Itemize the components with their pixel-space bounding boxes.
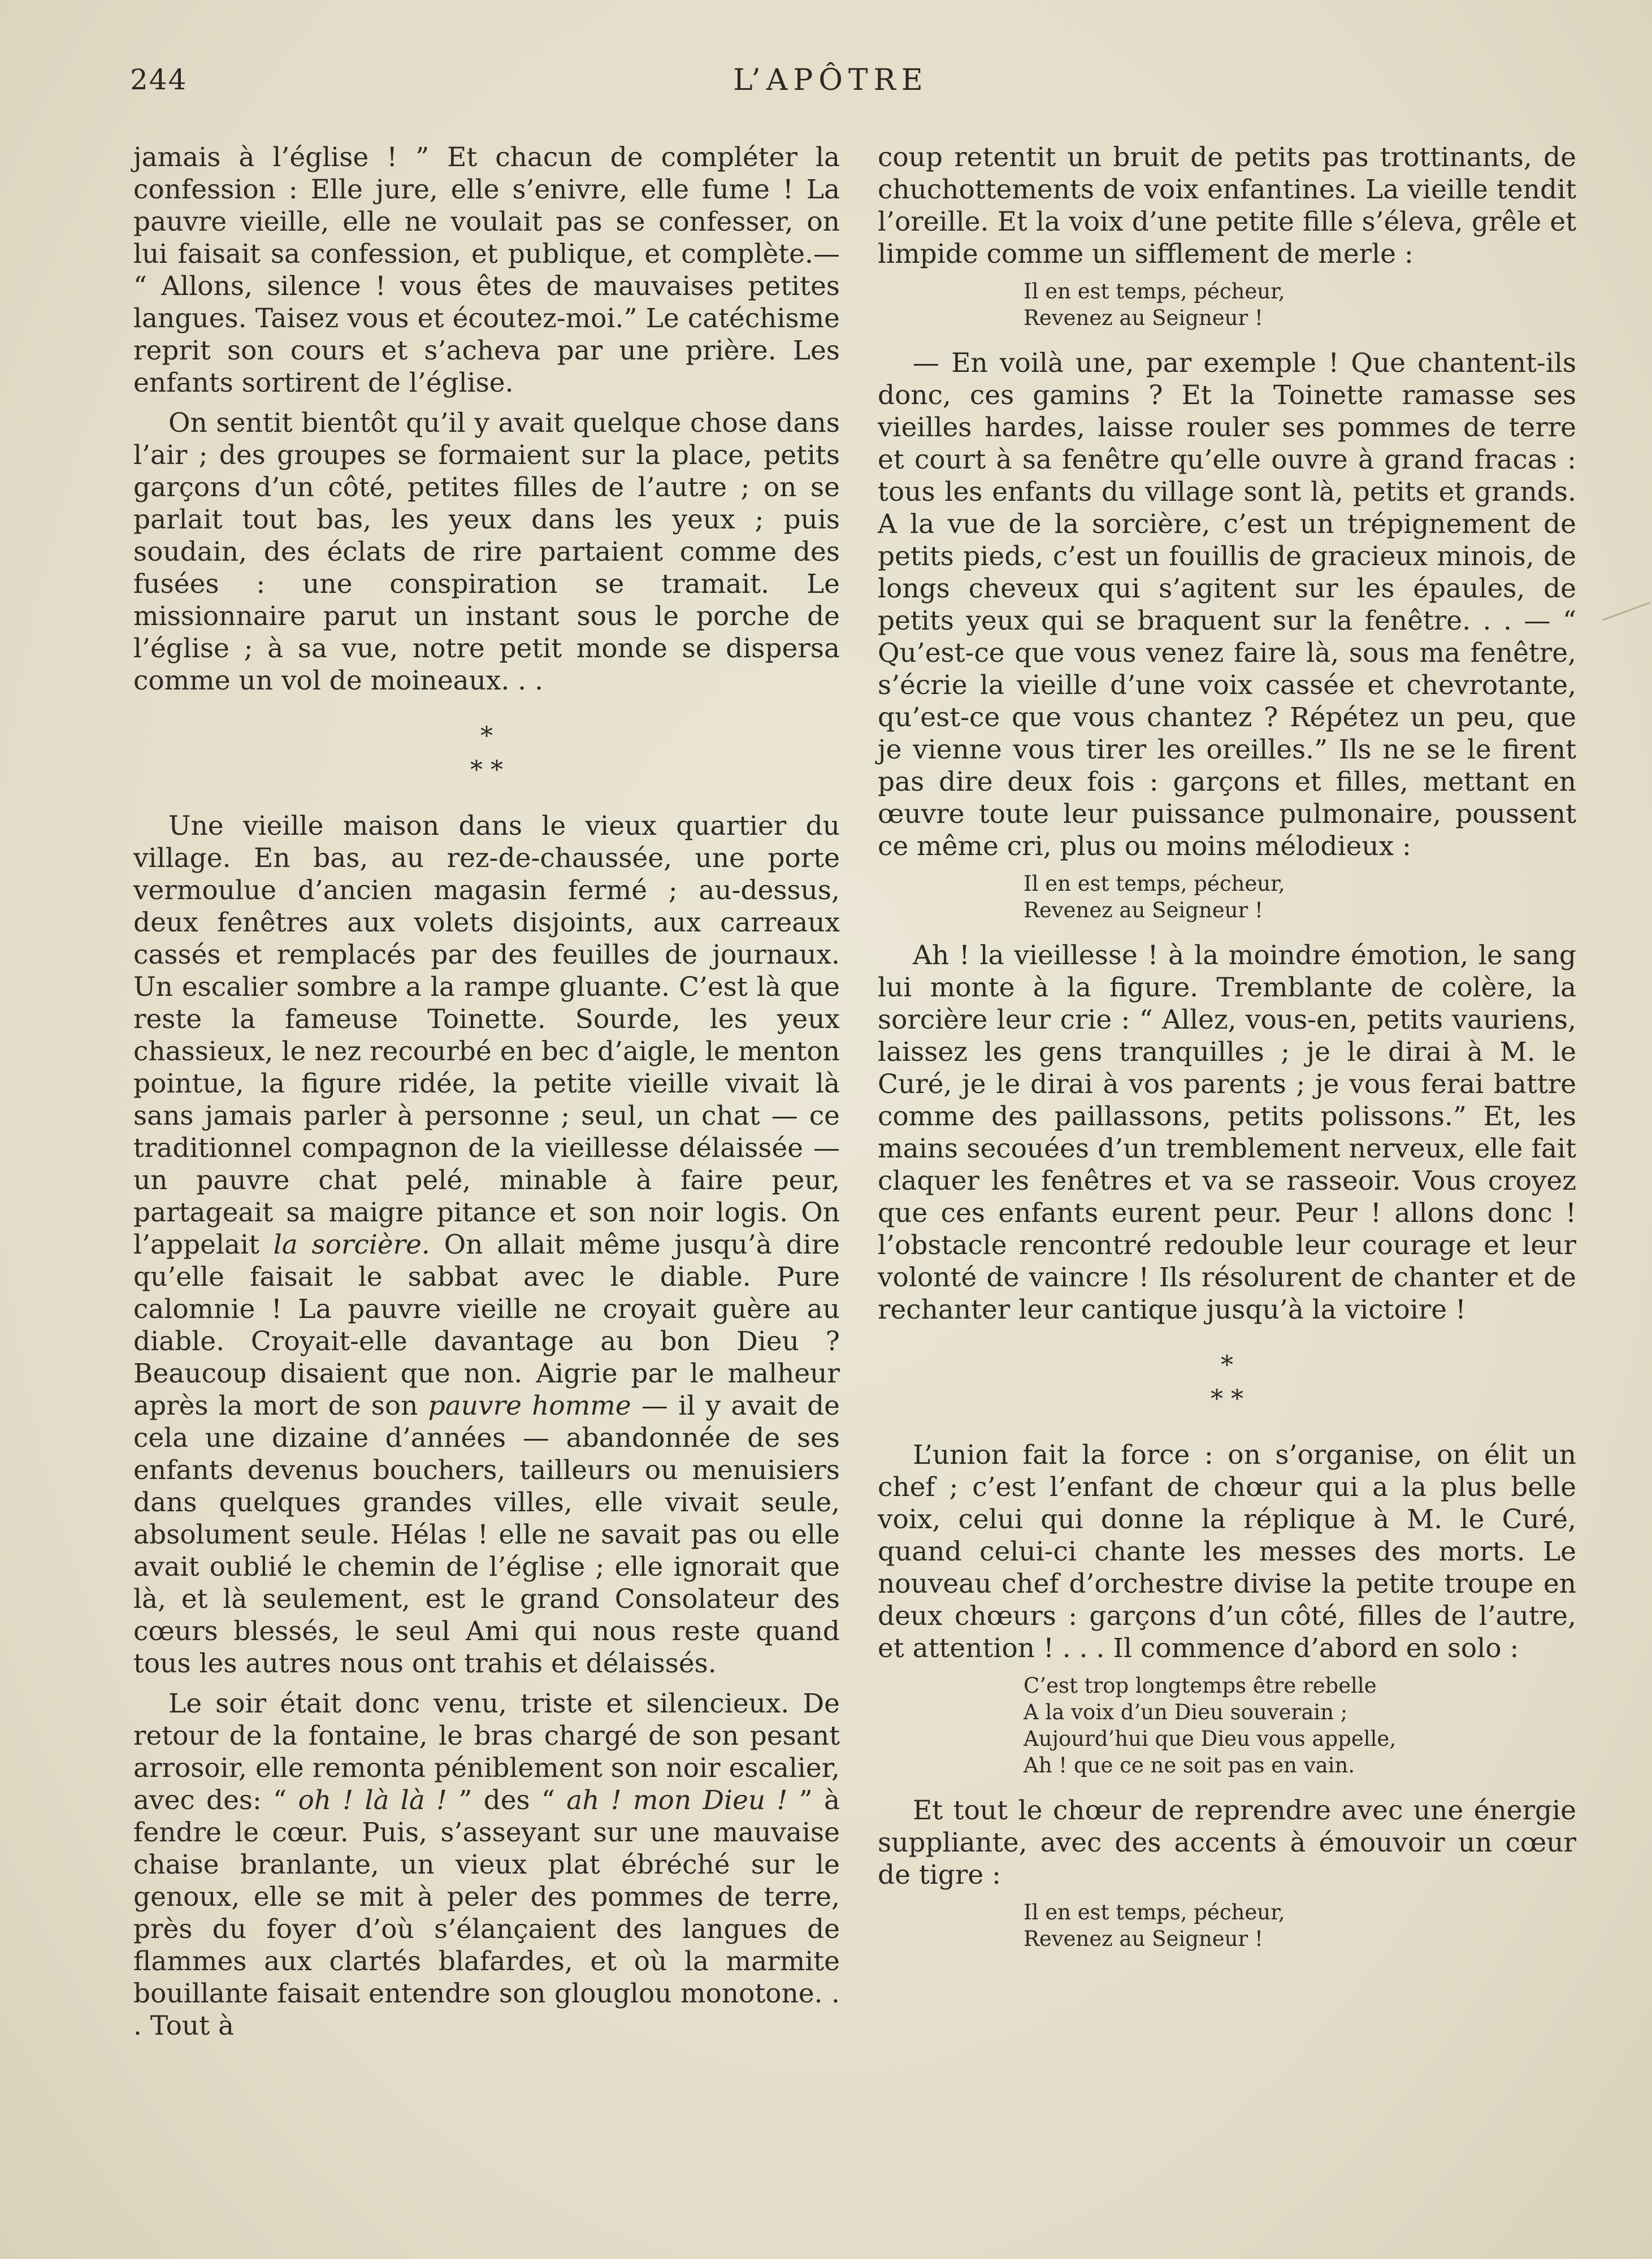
paragraph: Le soir était donc venu, triste et silencieux. De retour de la fontaine, le bras chargé de son pesant arrosoir, elle remonta péniblement son noir escalier, avec des: “ oh ! là là ! ” des “ ah ! mon Dieu ! ” à fendre le cœur. Puis, s’asseyant sur une mauvaise chaise branlante, un vieux plat ébréché sur le genoux, elle se mit à peler des pommes de terre, près du foyer d’où s’élançaient des langues de flammes aux clartés blafardes, et où la marmite bouillante faisait entendre son glouglou monotone. . . Tout à: [133, 1688, 840, 2041]
verse-line: Revenez au Seigneur !: [1024, 306, 1263, 330]
section-break-stars: * *: [1211, 1385, 1243, 1413]
verse-line: Il en est temps, pécheur,: [1024, 871, 1285, 896]
paragraph: coup retentit un bruit de petits pas trottinants, de chuchottements de voix enfantines. La vieille tendit l’oreille. Et la voix d’une petite fille s’éleva, grêle et limpide comme un sifflement de merle :: [878, 142, 1576, 270]
section-break-star: *: [1221, 1351, 1233, 1380]
verse: [1024, 1672, 1576, 1779]
paragraph: Ah ! la vieillesse ! à la moindre émotion, le sang lui monte à la figure. Tremblante de colère, la sorcière leur crie : “ Allez, vous-en, petits vauriens, laissez les gens tranquilles ; je le dirai à M. le Curé, je le dirai à vos parents ; je vous ferai battre comme des paillassons, petits polissons.” Et, les mains secouées d’un tremblement nerveux, elle fait claquer les fenêtres et va se rasseoir. Vous croyez que ces enfants eurent peur. Peur ! allons donc ! l’obstacle rencontré redouble leur courage et leur volonté de vaincre ! Ils résolurent de chanter et de rechanter leur cantique jusqu’à la victoire !: [878, 940, 1576, 1325]
page-edge-mark: [1602, 602, 1651, 621]
verse-line: C’est trop longtemps être rebelle: [1024, 1673, 1377, 1698]
verse-line: Il en est temps, pécheur,: [1024, 279, 1285, 303]
paragraph: On sentit bientôt qu’il y avait quelque chose dans l’air ; des groupes se formaient sur la place, petits garçons d’un côté, petites filles de l’autre ; on se parlait tout bas, les yeux dans les yeux ; puis soudain, des éclats de rire partaient comme des fusées : une conspiration se tramait. Le missionnaire parut un instant sous le porche de l’église ; à sa vue, notre petit monde se dispersa comme un vol de moineaux. . .: [133, 407, 840, 696]
right-column: [878, 141, 1576, 1968]
verse: [1024, 870, 1576, 923]
paragraph: Une vieille maison dans le vieux quartier du village. En bas, au rez-de-chaussée, une porte vermoulue d’ancien magasin fermé ; au-dessus, deux fenêtres aux volets disjoints, aux carreaux cassés et remplacés par des feuilles de journaux. Un escalier sombre a la rampe gluante. C’est là que reste la fameuse Toinette. Sourde, les yeux chassieux, le nez recourbé en bec d’aigle, le menton pointue, la figure ridée, la petite vieille vivait là sans jamais parler à personne ; seul, un chat — ce traditionnel compagnon de la vieillesse délaissée — un pauvre chat pelé, minable à faire peur, partageait sa maigre pitance et son noir logis. On l’appelait la sorcière. On allait même jusqu’à dire qu’elle faisait le sabbat avec le diable. Pure calomnie ! La pauvre vieille ne croyait guère au diable. Croyait-elle davantage au bon Dieu ? Beaucoup disaient que non. Aigrie par le malheur après la mort de son pauvre homme — il y avait de cela une dizaine d’années — abandonnée de ses enfants devenus bouchers, tailleurs ou menuisiers dans quelques grandes villes, elle vivait seule, absolument seule. Hélas ! elle ne savait pas ou elle avait oublié le chemin de l’église ; elle ignorait que là, et là seulement, est le grand Consolateur des cœurs blessés, le seul Ami qui nous reste quand tous les autres nous ont trahis et délaissés.: [133, 810, 840, 1679]
paragraph: Et tout le chœur de reprendre avec une énergie suppliante, avec des accents à émouvoir un cœur de tigre :: [878, 1795, 1576, 1891]
page-header: [130, 63, 1532, 103]
verse-line: Il en est temps, pécheur,: [1024, 1900, 1285, 1924]
running-title: L’APÔTRE: [733, 63, 929, 97]
verse-line: Ah ! que ce ne soit pas en vain.: [1024, 1753, 1355, 1777]
paragraph: jamais à l’église ! ” Et chacun de compléter la confession : Elle jure, elle s’enivre, elle fume ! La pauvre vieille, elle ne voulait pas se confesser, on lui faisait sa confession, et publique, et complète.— “ Allons, silence ! vous êtes de mauvaises petites langues. Taisez vous et écoutez-moi.” Le catéchisme reprit son cours et s’acheva par une prière. Les enfants sortirent de l’église.: [133, 142, 840, 398]
verse-line: A la voix d’un Dieu souverain ;: [1024, 1700, 1348, 1724]
paragraph: — En voilà une, par exemple ! Que chantent-ils donc, ces gamins ? Et la Toinette ramasse ses vieilles hardes, laisse rouler ses pommes de terre et court à sa fenêtre qu’elle ouvre à grand fracas : tous les enfants du village sont là, petits et grands. A la vue de la sorcière, c’est un trépignement de petits pieds, c’est un fouillis de gracieux minois, de longs cheveux qui s’agitent sur les épaules, de petits yeux qui se braquent sur la fenêtre. . . — “ Qu’est-ce que vous venez faire là, sous ma fenêtre, s’écrie la vieille d’une voix cassée et chevrotante, qu’est-ce que vous chantez ? Répétez un peu, que je vienne vous tirer les oreilles.” Ils ne se le firent pas dire deux fois : garçons et filles, mettant en œuvre toute leur puissance pulmonaire, poussent ce même cri, plus ou moins mélodieux :: [878, 348, 1576, 862]
verse-line: Revenez au Seigneur !: [1024, 898, 1263, 922]
section-break-star: *: [480, 722, 493, 751]
page-number: 244: [130, 63, 188, 96]
section-break-stars: * *: [470, 756, 503, 784]
verse: [1024, 278, 1576, 331]
paragraph: L’union fait la force : on s’organise, on élit un chef ; c’est l’enfant de chœur qui a la plus belle voix, celui qui donne la réplique à M. le Curé, quand celui-ci chante les messes des morts. Le nouveau chef d’orchestre divise la petite troupe en deux chœurs : garçons d’un côté, filles de l’autre, et attention ! . . . Il commence d’abord en solo :: [878, 1439, 1576, 1664]
verse-line: Revenez au Seigneur !: [1024, 1927, 1263, 1951]
section-break: [878, 1349, 1576, 1416]
verse-line: Aujourd’hui que Dieu vous appelle,: [1024, 1727, 1397, 1751]
verse: [1024, 1899, 1576, 1952]
left-column: [133, 141, 840, 2050]
section-break: [133, 719, 840, 787]
